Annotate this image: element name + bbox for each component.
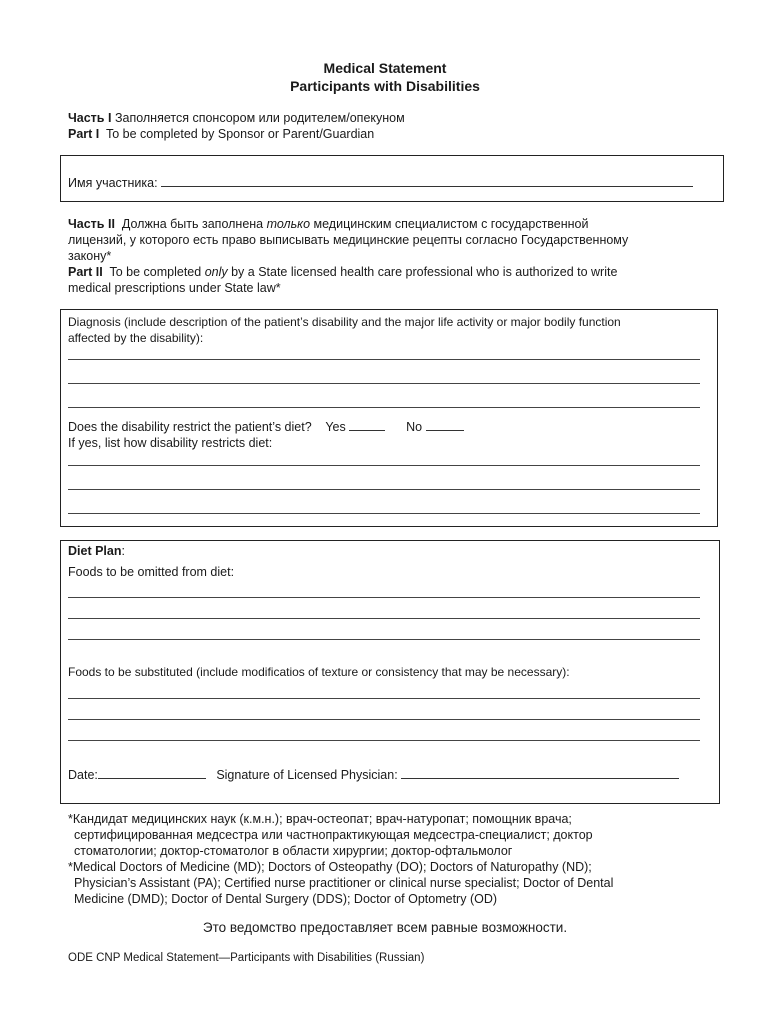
date-label: Date: — [68, 768, 98, 782]
footnote-en-2: Physician’s Assistant (PA); Certified nurse practitioner or clinical nurse specialist; Doctor of Dental — [74, 876, 614, 890]
part2-ru-label: Часть II — [68, 217, 115, 231]
part2-ru-line3: закону* — [68, 249, 112, 263]
signature-field[interactable] — [401, 767, 679, 779]
diagnosis-label-line2: affected by the disability): — [68, 331, 204, 345]
signature-label: Signature of Licensed Physician: — [216, 768, 398, 782]
yes-field[interactable] — [349, 419, 385, 431]
diagnosis-label-line1: Diagnosis (include description of the patient’s disability and the major life activity or major bodily function — [68, 315, 621, 329]
omitted-line-2[interactable] — [68, 618, 700, 619]
document-footer: ODE CNP Medical Statement—Participants with Disabilities (Russian) — [68, 952, 425, 964]
omitted-line-1[interactable] — [68, 597, 700, 598]
document-title: Medical Statement — [323, 60, 447, 76]
date-signature-row — [68, 767, 679, 782]
date-field[interactable] — [98, 767, 206, 779]
omitted-line-3[interactable] — [68, 639, 700, 640]
footnote-ru-1: *Кандидат медицинских наук (к.м.н.); врач-остеопат; врач-натуропат; помощник врача; — [68, 812, 572, 826]
substituted-line-2[interactable] — [68, 719, 700, 720]
substituted-line-1[interactable] — [68, 698, 700, 699]
diet-plan-heading — [68, 544, 125, 558]
no-label: No — [406, 420, 423, 434]
diet-restriction-label: If yes, list how disability restricts diet: — [68, 436, 273, 450]
part1-ru-label: Часть I — [68, 111, 112, 125]
part2-en-text-post: by a State licensed health care professional who is authorized to write — [227, 265, 618, 279]
equal-opportunity-statement: Это ведомство предоставляет всем равные возможности. — [202, 920, 568, 935]
substituted-line-3[interactable] — [68, 740, 700, 741]
part1-ru-line — [68, 111, 405, 125]
part2-en-label: Part II — [68, 265, 103, 279]
document-subtitle: Participants with Disabilities — [290, 78, 480, 94]
footnote-en-3: Medicine (DMD); Doctor of Dental Surgery (DDS); Doctor of Optometry (OD) — [74, 892, 498, 906]
restriction-line-2[interactable] — [68, 489, 700, 490]
part2-en-text: To be completed — [109, 265, 205, 279]
participant-name-field[interactable] — [161, 175, 693, 187]
footnote-ru-3: стоматологии; доктор-стоматолог в области хирургии; доктор-офтальмолог — [74, 844, 513, 858]
part2-en-line2: medical prescriptions under State law* — [68, 281, 281, 295]
no-field[interactable] — [426, 419, 464, 431]
diagnosis-line-1[interactable] — [68, 359, 700, 360]
diagnosis-label — [68, 314, 718, 346]
restriction-line-3[interactable] — [68, 513, 700, 514]
part2-ru-line2: лицензий, у которого есть право выписывать медицинские рецепты согласно Государственному — [68, 233, 629, 247]
part1-en-text: To be completed by Sponsor or Parent/Guardian — [106, 127, 375, 141]
diagnosis-line-2[interactable] — [68, 383, 700, 384]
part2-ru-text: Должна быть заполнена — [121, 217, 267, 231]
diet-question-text: Does the disability restrict the patient’s diet? — [68, 420, 312, 434]
footnote-ru-2: сертифицированная медсестра или частнопрактикующая медсестра-специалист; доктор — [74, 828, 593, 842]
diet-plan-title: Diet Plan — [68, 544, 122, 558]
part2-ru-text-post: медицинским специалистом с государственной — [310, 217, 589, 231]
participant-name-label: Имя участника: — [68, 176, 158, 190]
restriction-line-1[interactable] — [68, 465, 700, 466]
part1-en-line — [68, 127, 374, 141]
diet-question-row — [68, 419, 464, 434]
part2-en-emphasis: only — [204, 265, 228, 279]
part1-ru-text: Заполняется спонсором или родителем/опекуном — [114, 111, 405, 125]
participant-name-row — [68, 175, 693, 190]
part2-ru-block — [68, 216, 718, 296]
yes-label: Yes — [325, 420, 346, 434]
diagnosis-line-3[interactable] — [68, 407, 700, 408]
part1-en-label: Part I — [68, 127, 100, 141]
part2-ru-emphasis: только — [266, 217, 311, 231]
diet-plan-colon: : — [121, 544, 125, 558]
footnotes — [68, 811, 728, 907]
foods-omitted-label: Foods to be omitted from diet: — [68, 565, 235, 579]
footnote-en-1: *Medical Doctors of Medicine (MD); Doctors of Osteopathy (DO); Doctors of Naturopathy (ND); — [68, 860, 592, 874]
foods-substituted-label: Foods to be substituted (include modificatios of texture or consistency that may be necessary): — [68, 665, 570, 679]
